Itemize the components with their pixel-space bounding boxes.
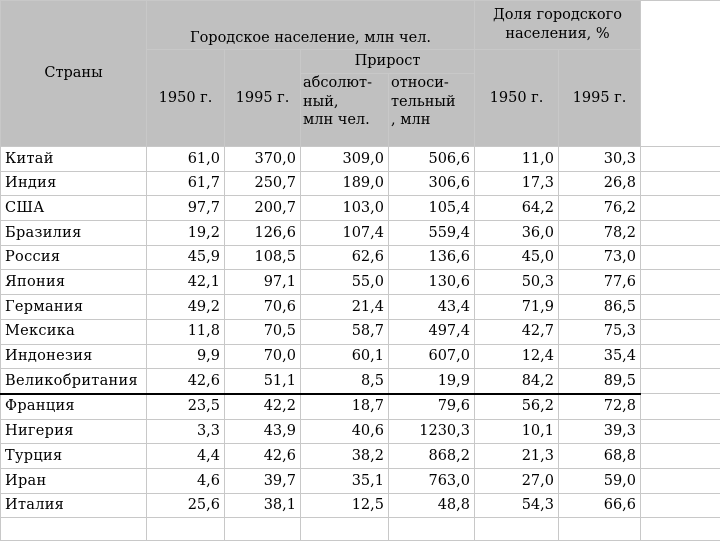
relative-growth-cell[interactable]: 306,6: [389, 171, 475, 196]
table-row: [1, 369, 720, 394]
absolute-growth-cell[interactable]: 58,7: [301, 319, 389, 344]
absolute-growth-cell[interactable]: 18,7: [301, 394, 389, 419]
urban-share-1995-cell[interactable]: 39,3: [559, 419, 641, 444]
urban-pop-1995-cell[interactable]: 250,7: [225, 171, 301, 196]
urban-share-1995-cell[interactable]: 26,8: [559, 171, 641, 196]
empty-cell[interactable]: [641, 369, 720, 394]
table-row: [1, 319, 720, 344]
urban-pop-1950-cell[interactable]: 19,2: [147, 221, 225, 246]
empty-cell[interactable]: [641, 394, 720, 419]
absolute-growth-cell[interactable]: 40,6: [301, 419, 389, 444]
urban-pop-1950-cell[interactable]: 49,2: [147, 295, 225, 320]
country-cell[interactable]: Индонезия: [1, 344, 147, 369]
empty-cell[interactable]: [559, 518, 641, 541]
urban-share-1950-cell[interactable]: 12,4: [475, 344, 559, 369]
urban-share-1950-cell[interactable]: 42,7: [475, 319, 559, 344]
urban-share-1950-cell[interactable]: 50,3: [475, 270, 559, 295]
header-absolute-line1: абсолют-: [303, 75, 372, 91]
relative-growth-cell[interactable]: 136,6: [389, 245, 475, 270]
urban-pop-1950-cell[interactable]: 61,0: [147, 147, 225, 172]
header-relative-line1: относи-: [391, 75, 449, 91]
empty-cell[interactable]: [641, 171, 720, 196]
urban-share-1950-cell[interactable]: 71,9: [475, 295, 559, 320]
urban-share-1950-cell[interactable]: 17,3: [475, 171, 559, 196]
empty-row: [1, 518, 720, 541]
table-row: [1, 270, 720, 295]
absolute-growth-cell[interactable]: 55,0: [301, 270, 389, 295]
table-row: [1, 444, 720, 469]
urban-share-1995-cell[interactable]: 66,6: [559, 493, 641, 518]
urban-pop-1995-cell[interactable]: 39,7: [225, 468, 301, 493]
urban-pop-1950-cell[interactable]: 25,6: [147, 493, 225, 518]
relative-growth-cell[interactable]: 19,9: [389, 369, 475, 394]
header-countries[interactable]: Страны: [1, 1, 147, 147]
urban-share-1995-cell[interactable]: 35,4: [559, 344, 641, 369]
table-row: [1, 147, 720, 172]
country-cell[interactable]: Мексика: [1, 319, 147, 344]
header-relative-growth[interactable]: [389, 74, 475, 147]
header-absolute-line3: млн чел.: [303, 112, 370, 128]
country-cell[interactable]: Индия: [1, 171, 147, 196]
urban-pop-1995-cell[interactable]: 42,6: [225, 444, 301, 469]
urban-pop-1995-cell[interactable]: 370,0: [225, 147, 301, 172]
relative-growth-cell[interactable]: 497,4: [389, 319, 475, 344]
urban-pop-1995-cell[interactable]: 51,1: [225, 369, 301, 394]
country-cell[interactable]: Турция: [1, 444, 147, 469]
absolute-growth-cell[interactable]: 103,0: [301, 196, 389, 221]
urban-pop-1950-cell[interactable]: 45,9: [147, 245, 225, 270]
urban-pop-1995-cell[interactable]: 108,5: [225, 245, 301, 270]
empty-cell[interactable]: [641, 493, 720, 518]
urban-share-1950-cell[interactable]: 36,0: [475, 221, 559, 246]
country-cell[interactable]: Бразилия: [1, 221, 147, 246]
empty-cell[interactable]: [641, 419, 720, 444]
urban-share-1995-cell[interactable]: 78,2: [559, 221, 641, 246]
relative-growth-cell[interactable]: 868,2: [389, 444, 475, 469]
urban-pop-1995-cell[interactable]: 42,2: [225, 394, 301, 419]
urban-pop-1950-cell[interactable]: 3,3: [147, 419, 225, 444]
header-absolute-line2: ный,: [303, 94, 338, 110]
table-row: [1, 344, 720, 369]
urban-share-1950-cell[interactable]: 27,0: [475, 468, 559, 493]
urban-share-1950-cell[interactable]: 84,2: [475, 369, 559, 394]
country-cell[interactable]: Великобритания: [1, 369, 147, 394]
header-share-1950[interactable]: 1950 г.: [475, 50, 559, 147]
empty-cell[interactable]: [641, 518, 720, 541]
table-row: [1, 295, 720, 320]
table-row: [1, 419, 720, 444]
relative-growth-cell[interactable]: 43,4: [389, 295, 475, 320]
urban-share-1995-cell[interactable]: 86,5: [559, 295, 641, 320]
country-cell[interactable]: Италия: [1, 493, 147, 518]
country-cell[interactable]: Япония: [1, 270, 147, 295]
urban-pop-1950-cell[interactable]: 97,7: [147, 196, 225, 221]
relative-growth-cell[interactable]: 1230,3: [389, 419, 475, 444]
header-urban-population[interactable]: Городское население, млн чел.: [147, 1, 475, 50]
urban-share-1950-cell[interactable]: 54,3: [475, 493, 559, 518]
urban-share-1995-cell[interactable]: 89,5: [559, 369, 641, 394]
empty-cell[interactable]: [641, 444, 720, 469]
country-cell[interactable]: Китай: [1, 147, 147, 172]
urban-share-1950-cell[interactable]: 64,2: [475, 196, 559, 221]
relative-growth-cell[interactable]: 48,8: [389, 493, 475, 518]
relative-growth-cell[interactable]: 105,4: [389, 196, 475, 221]
urban-pop-1995-cell[interactable]: 200,7: [225, 196, 301, 221]
empty-cell[interactable]: [641, 319, 720, 344]
table-row: [1, 245, 720, 270]
urban-share-1950-cell[interactable]: 10,1: [475, 419, 559, 444]
urban-pop-1950-cell[interactable]: 42,1: [147, 270, 225, 295]
table-row: [1, 493, 720, 518]
absolute-growth-cell[interactable]: 60,1: [301, 344, 389, 369]
relative-growth-cell[interactable]: 763,0: [389, 468, 475, 493]
urban-share-1995-cell[interactable]: 73,0: [559, 245, 641, 270]
relative-growth-cell[interactable]: 559,4: [389, 221, 475, 246]
empty-cell[interactable]: [389, 518, 475, 541]
empty-cell[interactable]: [641, 1, 720, 147]
country-cell[interactable]: Франция: [1, 394, 147, 419]
urban-pop-1950-cell[interactable]: 61,7: [147, 171, 225, 196]
absolute-growth-cell[interactable]: 12,5: [301, 493, 389, 518]
absolute-growth-cell[interactable]: 62,6: [301, 245, 389, 270]
urban-pop-1995-cell[interactable]: 70,0: [225, 344, 301, 369]
empty-cell[interactable]: [641, 270, 720, 295]
urban-pop-1995-cell[interactable]: 70,6: [225, 295, 301, 320]
table-row: [1, 468, 720, 493]
header-year-1995[interactable]: 1995 г.: [225, 50, 301, 147]
country-cell[interactable]: Нигерия: [1, 419, 147, 444]
urban-share-1950-cell[interactable]: 21,3: [475, 444, 559, 469]
header-relative-line3: , млн: [391, 112, 430, 128]
empty-cell[interactable]: [641, 221, 720, 246]
urban-share-1950-cell[interactable]: 11,0: [475, 147, 559, 172]
absolute-growth-cell[interactable]: 107,4: [301, 221, 389, 246]
urban-pop-1950-cell[interactable]: 4,4: [147, 444, 225, 469]
header-relative-line2: тельный: [391, 94, 456, 110]
absolute-growth-cell[interactable]: 38,2: [301, 444, 389, 469]
empty-cell[interactable]: [301, 518, 389, 541]
urban-share-1995-cell[interactable]: 30,3: [559, 147, 641, 172]
header-absolute-growth[interactable]: [301, 74, 389, 147]
absolute-growth-cell[interactable]: 8,5: [301, 369, 389, 394]
urban-pop-1995-cell[interactable]: 70,5: [225, 319, 301, 344]
urban-share-1950-cell[interactable]: 45,0: [475, 245, 559, 270]
urban-pop-1995-cell[interactable]: 38,1: [225, 493, 301, 518]
urban-pop-1950-cell[interactable]: 23,5: [147, 394, 225, 419]
header-urban-share[interactable]: Доля городского населения, %: [475, 1, 641, 50]
urban-pop-1995-cell[interactable]: 43,9: [225, 419, 301, 444]
empty-cell[interactable]: [147, 518, 225, 541]
urban-share-1995-cell[interactable]: 59,0: [559, 468, 641, 493]
absolute-growth-cell[interactable]: 189,0: [301, 171, 389, 196]
relative-growth-cell[interactable]: 607,0: [389, 344, 475, 369]
country-cell[interactable]: Германия: [1, 295, 147, 320]
empty-cell[interactable]: [641, 245, 720, 270]
country-cell[interactable]: США: [1, 196, 147, 221]
absolute-growth-cell[interactable]: 21,4: [301, 295, 389, 320]
empty-cell[interactable]: [1, 518, 147, 541]
header-share-1995[interactable]: 1995 г.: [559, 50, 641, 147]
absolute-growth-cell[interactable]: 309,0: [301, 147, 389, 172]
country-cell[interactable]: Иран: [1, 468, 147, 493]
urban-share-1995-cell[interactable]: 72,8: [559, 394, 641, 419]
table-row: [1, 171, 720, 196]
urban-pop-1950-cell[interactable]: 9,9: [147, 344, 225, 369]
table-row: [1, 221, 720, 246]
urban-share-1995-cell[interactable]: 68,8: [559, 444, 641, 469]
header-year-1950[interactable]: 1950 г.: [147, 50, 225, 147]
urban-pop-1950-cell[interactable]: 42,6: [147, 369, 225, 394]
header-growth[interactable]: Прирост: [301, 50, 475, 74]
table-row: [1, 196, 720, 221]
urban-share-1950-cell[interactable]: 56,2: [475, 394, 559, 419]
urban-share-1995-cell[interactable]: 76,2: [559, 196, 641, 221]
urban-pop-1950-cell[interactable]: 11,8: [147, 319, 225, 344]
empty-cell[interactable]: [475, 518, 559, 541]
empty-cell[interactable]: [641, 196, 720, 221]
empty-cell[interactable]: [225, 518, 301, 541]
urban-pop-1950-cell[interactable]: 4,6: [147, 468, 225, 493]
relative-growth-cell[interactable]: 506,6: [389, 147, 475, 172]
relative-growth-cell[interactable]: 130,6: [389, 270, 475, 295]
country-cell[interactable]: Россия: [1, 245, 147, 270]
empty-cell[interactable]: [641, 295, 720, 320]
empty-cell[interactable]: [641, 147, 720, 172]
empty-cell[interactable]: [641, 468, 720, 493]
table-row: [1, 394, 720, 419]
absolute-growth-cell[interactable]: 35,1: [301, 468, 389, 493]
urban-pop-1995-cell[interactable]: 97,1: [225, 270, 301, 295]
urban-share-1995-cell[interactable]: 77,6: [559, 270, 641, 295]
empty-cell[interactable]: [641, 344, 720, 369]
urban-pop-1995-cell[interactable]: 126,6: [225, 221, 301, 246]
relative-growth-cell[interactable]: 79,6: [389, 394, 475, 419]
urban-share-1995-cell[interactable]: 75,3: [559, 319, 641, 344]
